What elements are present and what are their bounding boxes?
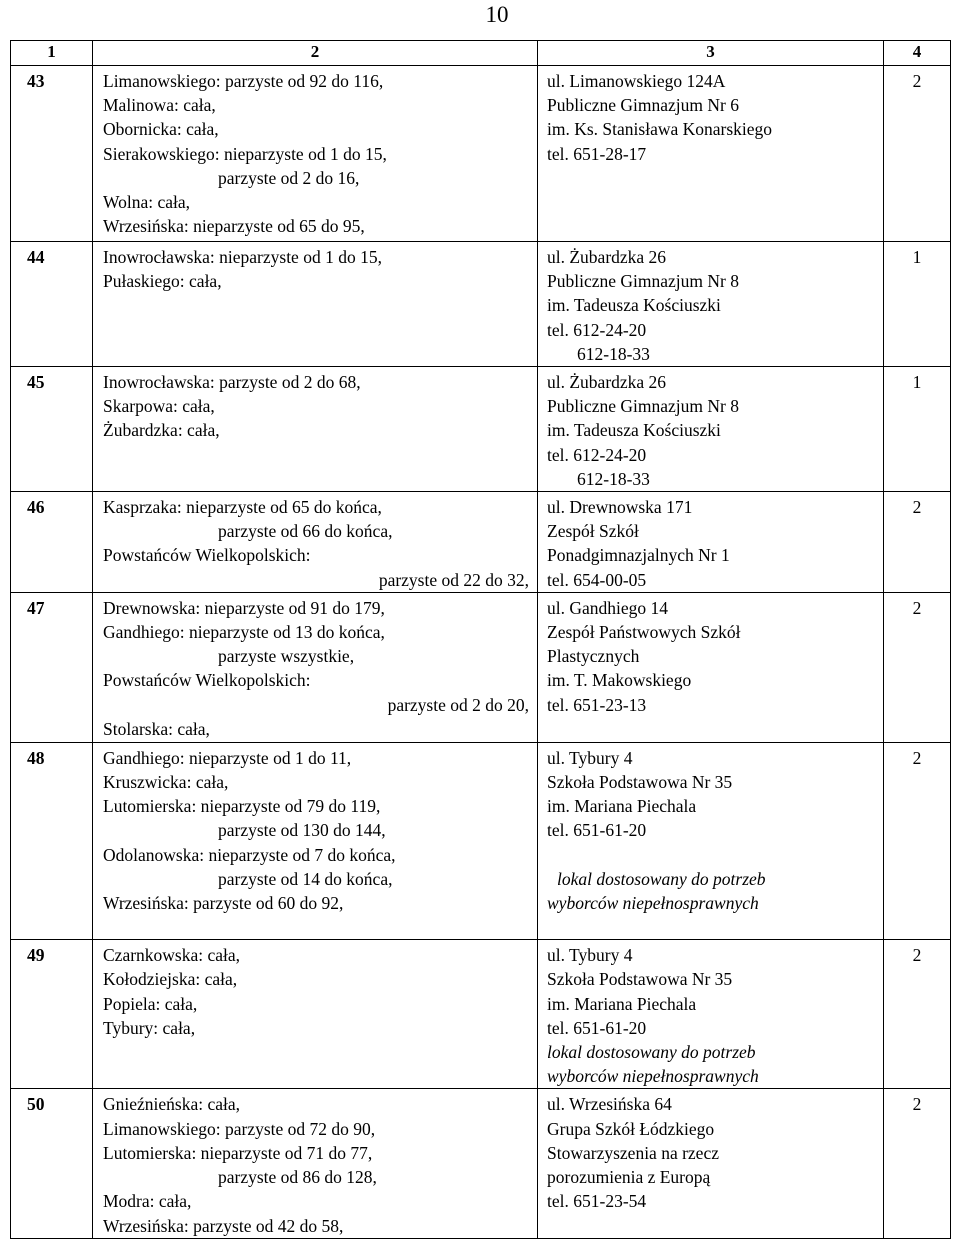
- station-line: tel. 651-61-20: [547, 820, 647, 841]
- commission-count: 2: [884, 940, 951, 1089]
- table-row: [11, 66, 951, 242]
- polling-station: [538, 742, 884, 939]
- commission-count: 2: [884, 492, 951, 593]
- station-line: im. Tadeusza Kościuszki: [547, 295, 721, 316]
- street-line: Lutomierska: nieparzyste od 71 do 77,: [103, 1142, 373, 1163]
- commission-count: 2: [884, 592, 951, 742]
- table-row: [11, 940, 951, 1089]
- street-line: parzyste od 2 do 16,: [218, 167, 360, 188]
- station-line: im. Ks. Stanisława Konarskiego: [547, 119, 773, 140]
- street-line: Inowrocławska: nieparzyste od 1 do 15,: [103, 247, 382, 267]
- street-line: Modra: cała,: [103, 1191, 192, 1212]
- district-streets: [93, 367, 538, 492]
- station-line: tel. 651-23-13: [547, 694, 647, 715]
- station-line: porozumienia z Europą: [547, 1167, 711, 1188]
- column-header-number: 1: [11, 41, 93, 66]
- street-line: parzyste od 66 do końca,: [218, 521, 393, 542]
- street-line: Gnieźnieńska: cała,: [103, 1094, 241, 1115]
- commission-count: 1: [884, 367, 951, 492]
- station-line: ul. Gandhiego 14: [547, 597, 669, 618]
- station-line: ul. Limanowskiego 124A: [547, 71, 726, 91]
- column-header-location: 3: [538, 41, 884, 66]
- station-line: ul. Drewnowska 171: [547, 497, 693, 518]
- district-number: 44: [11, 242, 93, 367]
- station-line: ul. Żubardzka 26: [547, 372, 667, 393]
- street-line: Powstańców Wielkopolskich:: [103, 670, 311, 691]
- street-line: Drewnowska: nieparzyste od 91 do 179,: [103, 597, 385, 618]
- district-number: 43: [11, 66, 93, 242]
- station-line: ul. Tybury 4: [547, 747, 633, 768]
- station-line: 612-18-33: [577, 343, 650, 364]
- street-line: Odolanowska: nieparzyste od 7 do końca,: [103, 844, 396, 865]
- district-number: 48: [11, 742, 93, 939]
- table-row: [11, 492, 951, 593]
- column-header-streets: 2: [93, 41, 538, 66]
- street-line: Pułaskiego: cała,: [103, 271, 222, 292]
- station-line: tel. 612-24-20: [547, 319, 647, 340]
- station-line: tel. 651-28-17: [547, 143, 647, 164]
- table-row: [11, 592, 951, 742]
- district-streets: [93, 940, 538, 1089]
- station-line: Stowarzyszenia na rzecz: [547, 1142, 719, 1163]
- station-line: im. T. Makowskiego: [547, 670, 692, 691]
- street-line: parzyste wszystkie,: [218, 646, 355, 667]
- street-line: Stolarska: cała,: [103, 718, 210, 739]
- station-line: Plastycznych: [547, 646, 640, 667]
- district-streets: [93, 742, 538, 939]
- commission-count: 1: [884, 242, 951, 367]
- street-line: parzyste od 130 do 144,: [218, 820, 386, 841]
- column-header-count: 4: [884, 41, 951, 66]
- station-line: Publiczne Gimnazjum Nr 8: [547, 271, 739, 292]
- street-line: Kruszwicka: cała,: [103, 772, 229, 793]
- district-streets: [93, 1089, 538, 1238]
- station-line: tel. 612-24-20: [547, 444, 647, 465]
- commission-count: 2: [884, 742, 951, 939]
- polling-station: [538, 367, 884, 492]
- polling-station: [538, 492, 884, 593]
- district-number: 45: [11, 367, 93, 492]
- table-row: [11, 242, 951, 367]
- street-line: Popiela: cała,: [103, 993, 198, 1014]
- polling-station: [538, 940, 884, 1089]
- street-line: Skarpowa: cała,: [103, 396, 215, 417]
- district-streets: [93, 242, 538, 367]
- street-line: Sierakowskiego: nieparzyste od 1 do 15,: [103, 143, 387, 164]
- accessibility-note: lokal dostosowany do potrzeb: [557, 868, 766, 889]
- station-line: [547, 843, 879, 867]
- table-row: [11, 742, 951, 939]
- station-line: Szkoła Podstawowa Nr 35: [547, 772, 733, 793]
- street-line: Kołodziejska: cała,: [103, 969, 238, 990]
- station-line: Zespół Państwowych Szkół: [547, 622, 741, 643]
- station-line: Publiczne Gimnazjum Nr 8: [547, 396, 739, 417]
- street-line: Gandhiego: nieparzyste od 1 do 11,: [103, 747, 352, 768]
- street-line: Czarnkowska: cała,: [103, 945, 241, 966]
- street-line: Limanowskiego: parzyste od 92 do 116,: [103, 71, 384, 91]
- commission-count: 2: [884, 1089, 951, 1238]
- station-line: im. Mariana Piechala: [547, 993, 697, 1014]
- station-line: tel. 651-23-54: [547, 1191, 647, 1212]
- street-line: Wrzesińska: nieparzyste od 65 do 95,: [103, 216, 365, 237]
- station-line: Ponadgimnazjalnych Nr 1: [547, 545, 730, 566]
- polling-station: [538, 66, 884, 242]
- accessibility-note: wyborców niepełnosprawnych: [547, 892, 759, 913]
- polling-station: [538, 242, 884, 367]
- station-line: im. Mariana Piechala: [547, 796, 697, 817]
- street-line: Malinowa: cała,: [103, 95, 216, 116]
- street-line: Powstańców Wielkopolskich:: [103, 545, 311, 566]
- accessibility-note: wyborców niepełnosprawnych: [547, 1066, 759, 1087]
- accessibility-note: lokal dostosowany do potrzeb: [547, 1042, 756, 1063]
- station-line: ul. Tybury 4: [547, 945, 633, 966]
- district-streets: [93, 66, 538, 242]
- table-row: [11, 367, 951, 492]
- polling-station: [538, 1089, 884, 1238]
- table-row: [11, 1089, 951, 1238]
- station-line: ul. Wrzesińska 64: [547, 1094, 672, 1115]
- table-header-row: [11, 41, 951, 66]
- street-line: Tybury: cała,: [103, 1017, 196, 1038]
- street-line: parzyste od 86 do 128,: [218, 1167, 377, 1188]
- district-number: 46: [11, 492, 93, 593]
- district-number: 49: [11, 940, 93, 1089]
- street-line: Gandhiego: nieparzyste od 13 do końca,: [103, 622, 385, 643]
- station-line: Zespół Szkół: [547, 521, 639, 542]
- district-number: 50: [11, 1089, 93, 1238]
- page-number: 10: [485, 2, 509, 27]
- station-line: Grupa Szkół Łódzkiego: [547, 1118, 715, 1139]
- district-streets: [93, 492, 538, 593]
- street-line: parzyste od 2 do 20,: [387, 694, 529, 715]
- polling-districts-table: [10, 40, 951, 1239]
- commission-count: 2: [884, 66, 951, 242]
- street-line: Limanowskiego: parzyste od 72 do 90,: [103, 1118, 376, 1139]
- polling-station: [538, 592, 884, 742]
- district-streets: [93, 592, 538, 742]
- station-line: 612-18-33: [577, 468, 650, 489]
- street-line: Wrzesińska: parzyste od 60 do 92,: [103, 893, 344, 914]
- station-line: Szkoła Podstawowa Nr 35: [547, 969, 733, 990]
- street-line: parzyste od 22 do 32,: [378, 569, 529, 590]
- street-line: Lutomierska: nieparzyste od 79 do 119,: [103, 796, 381, 817]
- street-line: [103, 915, 529, 939]
- district-number: 47: [11, 592, 93, 742]
- street-line: Żubardzka: cała,: [103, 420, 220, 441]
- station-line: tel. 651-61-20: [547, 1017, 647, 1038]
- station-line: Publiczne Gimnazjum Nr 6: [547, 95, 739, 116]
- street-line: Inowrocławska: parzyste od 2 do 68,: [103, 372, 361, 393]
- street-line: Wrzesińska: parzyste od 42 do 58,: [103, 1215, 344, 1236]
- street-line: parzyste od 14 do końca,: [218, 868, 393, 889]
- street-line: Wolna: cała,: [103, 192, 191, 213]
- street-line: Obornicka: cała,: [103, 119, 219, 140]
- station-line: ul. Żubardzka 26: [547, 247, 667, 267]
- street-line: Kasprzaka: nieparzyste od 65 do końca,: [103, 497, 382, 518]
- station-line: tel. 654-00-05: [547, 569, 647, 590]
- station-line: im. Tadeusza Kościuszki: [547, 420, 721, 441]
